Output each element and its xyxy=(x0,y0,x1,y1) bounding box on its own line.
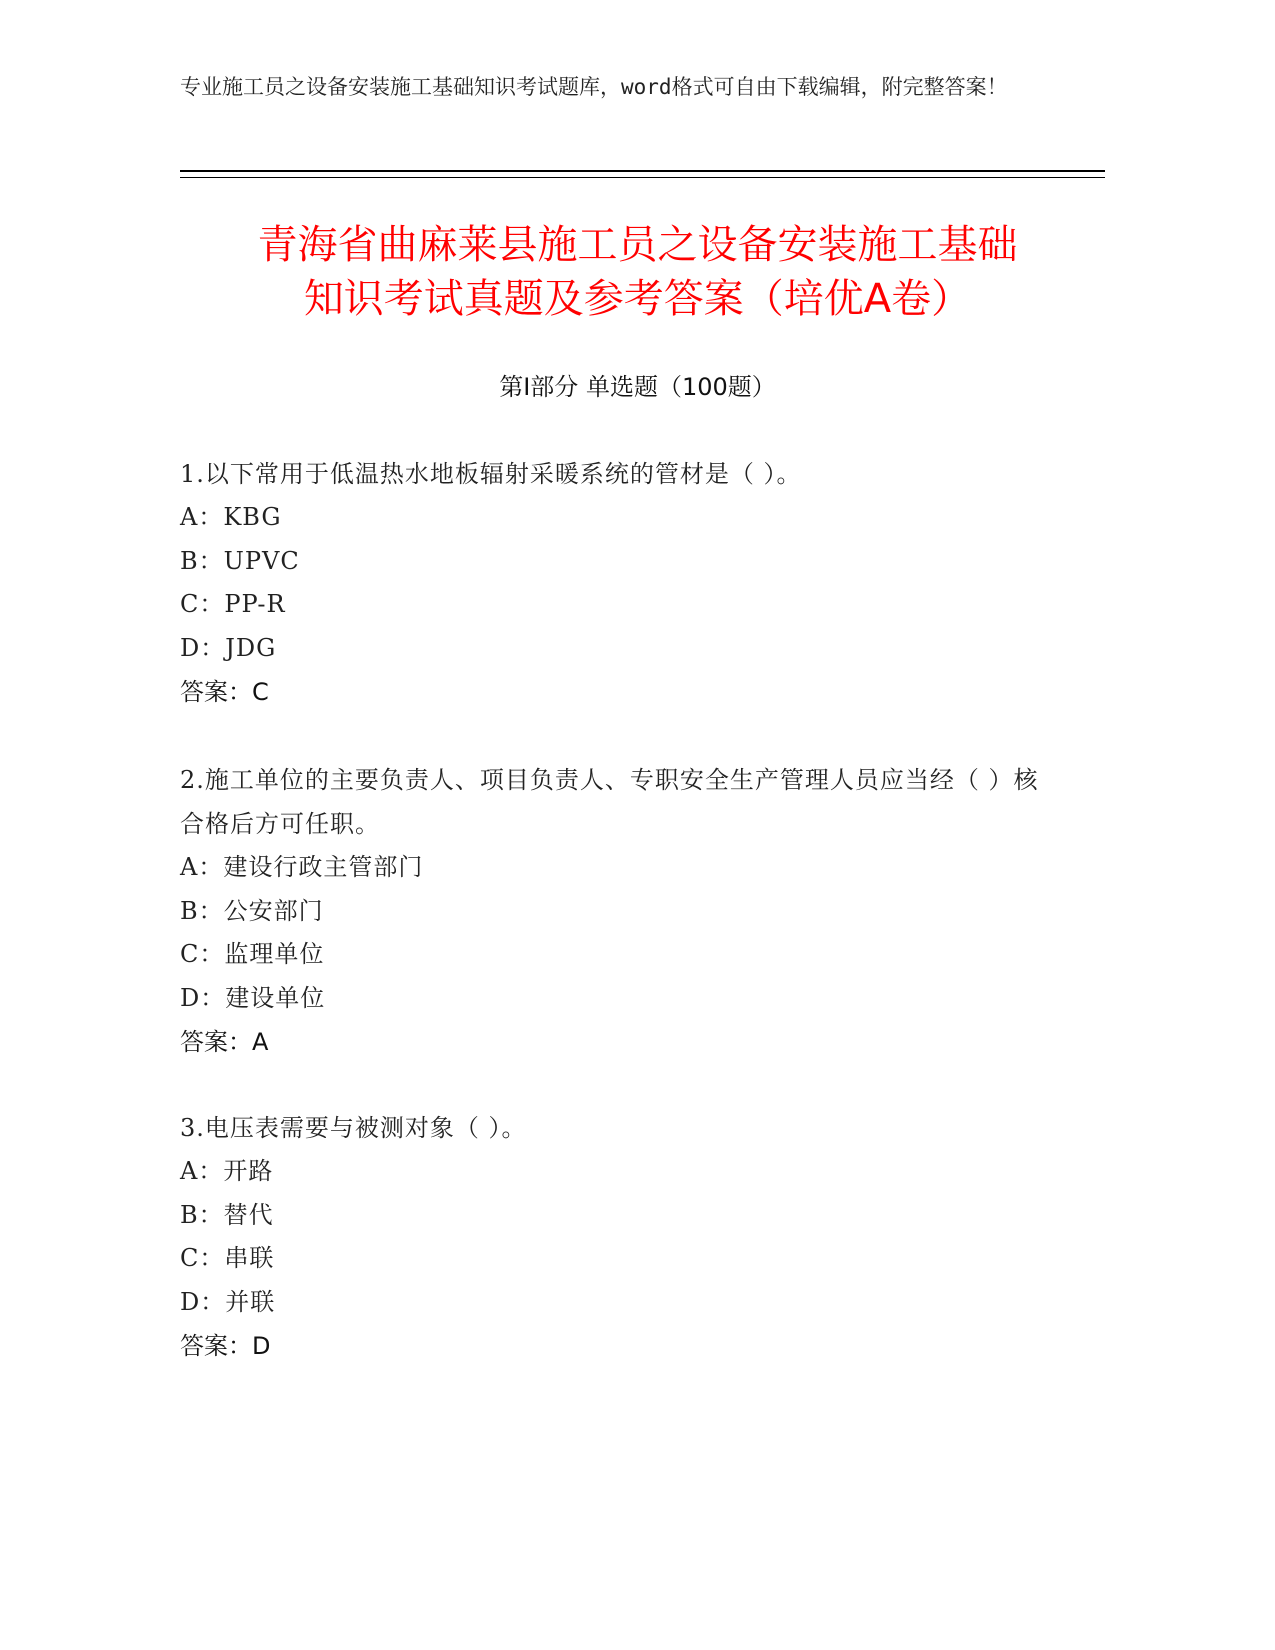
option-b: B：公安部门 xyxy=(180,896,324,925)
option-d: D：JDG xyxy=(180,633,277,662)
option-c: C：监理单位 xyxy=(180,940,325,968)
header-divider-thick xyxy=(180,170,1105,172)
header-divider-thin xyxy=(180,177,1105,178)
question-block xyxy=(180,1106,1050,1368)
answer: 答案：A xyxy=(180,1028,269,1056)
option-d: D：并联 xyxy=(180,1287,276,1316)
option-a: A：开路 xyxy=(180,1157,274,1185)
question-stem: 3.电压表需要与被测对象（ ）。 xyxy=(180,1114,527,1142)
question-block xyxy=(180,452,1050,714)
question-block xyxy=(180,758,1050,1064)
document-title-line-2: 知识考试真题及参考答案（培优A卷） xyxy=(303,276,972,322)
option-b: B：替代 xyxy=(180,1200,274,1229)
option-d: D：建设单位 xyxy=(180,983,326,1012)
option-c: C：PP-R xyxy=(180,590,286,618)
option-a: A：KBG xyxy=(180,503,282,531)
answer: 答案：C xyxy=(180,678,269,706)
question-stem: 2.施工单位的主要负责人、项目负责人、专职安全生产管理人员应当经（ ）核合格后方可任职。 xyxy=(180,766,1039,838)
question-stem: 1.以下常用于低温热水地板辐射采暖系统的管材是（ ）。 xyxy=(180,460,802,488)
header-note: 专业施工员之设备安装施工基础知识考试题库，word格式可自由下载编辑，附完整答案！ xyxy=(180,75,1008,99)
option-c: C：串联 xyxy=(180,1244,275,1272)
answer: 答案：D xyxy=(180,1332,271,1360)
section-heading: 第Ⅰ部分 单选题（100题） xyxy=(499,373,776,401)
document-title-line-1: 青海省曲麻莱县施工员之设备安装施工基础 xyxy=(257,222,1018,268)
option-b: B：UPVC xyxy=(180,546,300,575)
option-a: A：建设行政主管部门 xyxy=(180,853,424,881)
document-title xyxy=(180,218,1095,326)
